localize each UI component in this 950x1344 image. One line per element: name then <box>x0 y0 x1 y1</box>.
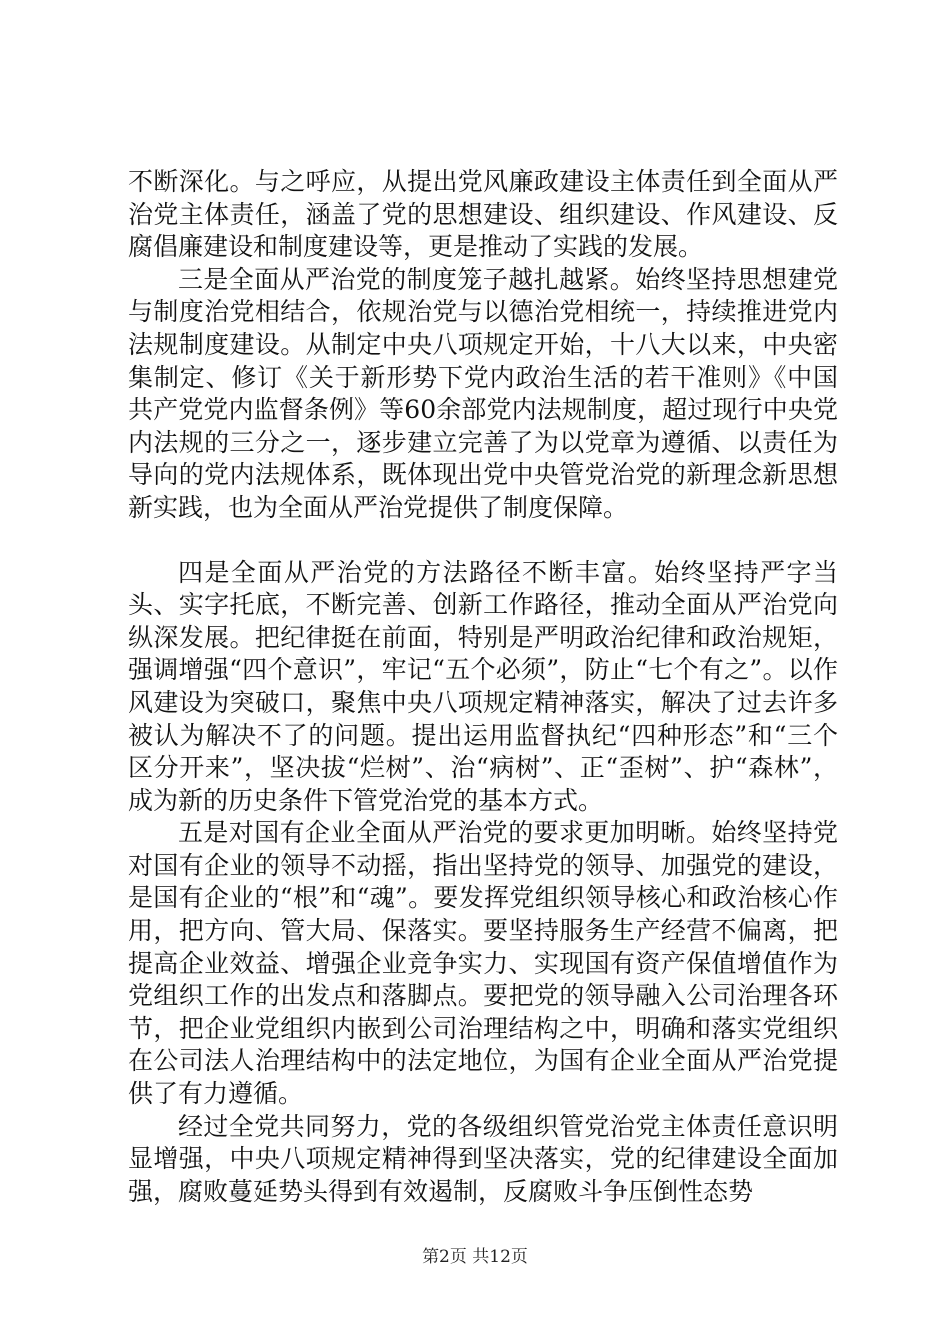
paragraph-2: 三是全面从严治党的制度笼子越扎越紧。始终坚持思想建党与制度治党相结合，依规治党与以德治党相统一，持续推进党内法规制度建设。从制定中央八项规定开始，十八大以来，中央密集制定、修订《关于新形势下党内政治生活的若干准则》《中国共产党党内监督条例》等60余部党内法规制度，超过现行中央党内法规的三分之一，逐步建立完善了为以党章为遵循、以责任为导向的党内法规体系，既体现出党中央管党治党的新理念新思想新实践，也为全面从严治党提供了制度保障。 <box>128 264 838 522</box>
page-number-footer: 第2页 共12页 <box>422 1247 528 1267</box>
paragraph-5: 经过全党共同努力，党的各级组织管党治党主体责任意识明显增强，中央八项规定精神得到坚决落实，党的纪律建设全面加强，腐败蔓延势头得到有效遏制，反腐败斗争压倒性态势 <box>128 1111 838 1206</box>
document-body <box>128 166 838 1208</box>
paragraph-1: 不断深化。与之呼应，从提出党风廉政建设主体责任到全面从严治党主体责任，涵盖了党的思想建设、组织建设、作风建设、反腐倡廉建设和制度建设等，更是推动了实践的发展。 <box>128 167 838 262</box>
paragraph-3: 四是全面从严治党的方法路径不断丰富。始终坚持严字当头、实字托底，不断完善、创新工作路径，推动全面从严治党向纵深发展。把纪律挺在前面，特别是严明政治纪律和政治规矩，强调增强“四个意识”，牢记“五个必须”，防止“七个有之”。以作风建设为突破口，聚焦中央八项规定精神落实，解决了过去许多被认为解决不了的问题。提出运用监督执纪“四种形态”和“三个区分开来”，坚决拔“烂树”、治“病树”、正“歪树”、护“森林”，成为新的历史条件下管党治党的基本方式。 <box>128 557 838 815</box>
paragraph-4: 五是对国有企业全面从严治党的要求更加明晰。始终坚持党对国有企业的领导不动摇，指出坚持党的领导、加强党的建设，是国有企业的“根”和“魂”。要发挥党组织领导核心和政治核心作用，把方向、管大局、保落实。要坚持服务生产经营不偏离，把提高企业效益、增强企业竞争实力、实现国有资产保值增值作为党组织工作的出发点和落脚点。要把党的领导融入公司治理各环节，把企业党组织内嵌到公司治理结构之中，明确和落实党组织在公司法人治理结构中的法定地位，为国有企业全面从严治党提供了有力遵循。 <box>128 818 838 1109</box>
